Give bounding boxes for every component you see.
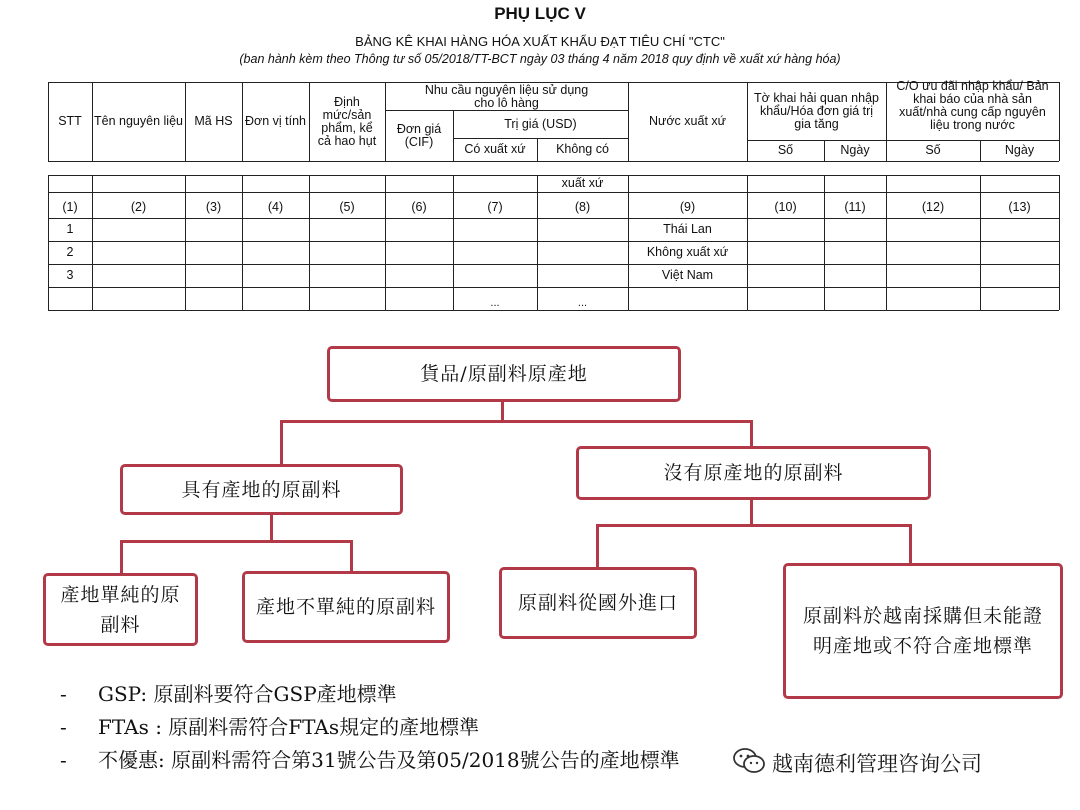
header-unit-price: Đơn giá (CIF)	[396, 121, 442, 149]
diagram-root-box: 貨品/原副料原產地	[327, 346, 681, 402]
col-number: (6)	[411, 199, 427, 214]
row-origin-country: Không xuất xứ	[646, 245, 729, 259]
bullet-dash: -	[60, 748, 67, 772]
col-number: (11)	[844, 199, 866, 214]
watermark	[732, 747, 982, 779]
diagram-with-origin-box: 具有產地的原副料	[120, 464, 403, 515]
wechat-icon	[732, 747, 766, 780]
col-number: (8)	[574, 199, 591, 214]
col-number: (7)	[487, 199, 503, 214]
row-stt: 1	[66, 222, 74, 236]
bullet-text: GSP: 原副料要符合GSP產地標準	[98, 682, 397, 706]
appendix-title: PHỤ LỤC V	[494, 4, 586, 23]
connector-line	[750, 420, 753, 448]
header-date-2: Ngày	[1004, 143, 1035, 157]
header-origin-no: Không có	[556, 142, 609, 156]
connector-line	[501, 400, 504, 422]
bullet-dash: -	[60, 715, 67, 739]
bullet-gsp	[60, 678, 397, 707]
watermark-text: 越南德利管理咨询公司	[772, 752, 982, 776]
connector-line	[270, 513, 273, 541]
col-number: (10)	[774, 199, 797, 214]
col-number: (9)	[679, 199, 696, 214]
header-value-usd: Trị giá (USD)	[504, 116, 577, 131]
connector-line	[350, 540, 353, 572]
header-material-name: Tên nguyên liệu	[94, 114, 183, 128]
connector-line	[909, 524, 912, 564]
header-origin-country: Nước xuất xứ	[648, 114, 727, 128]
connector-line	[750, 498, 753, 526]
connector-line	[280, 420, 283, 466]
bullet-non-preferential	[60, 744, 680, 773]
row-ellipsis: ...	[577, 296, 588, 309]
header-origin-no-continued: xuất xứ	[561, 176, 604, 190]
diagram-without-origin-box: 沒有原產地的原副料	[576, 446, 931, 500]
connector-line	[596, 524, 599, 568]
diagram-local-purchase-box: 原副料於越南採購但未能證明產地或不符合產地標準	[783, 563, 1063, 699]
row-stt: 3	[66, 268, 74, 282]
bullet-text: 不優惠: 原副料需符合第31號公告及第05/2018號公告的產地標準	[98, 748, 680, 772]
connector-line	[120, 540, 353, 543]
diagram-mixed-origin-box: 產地不單純的原副料	[242, 571, 450, 643]
row-ellipsis: ...	[490, 296, 500, 309]
header-norm: Định mức/sản phẩm, kể cả hao hụt	[317, 94, 377, 148]
header-unit: Đơn vị tính	[245, 114, 306, 128]
col-number: (2)	[130, 199, 147, 214]
row-stt: 2	[66, 245, 74, 259]
bullet-dash: -	[60, 682, 67, 706]
col-number: (4)	[267, 199, 284, 214]
header-origin-yes: Có xuất xứ	[464, 142, 526, 156]
col-number: (12)	[921, 199, 945, 214]
table-note: (ban hành kèm theo Thông tư số 05/2018/TT-BCT ngày 03 tháng 4 năm 2018 quy định về xuất xứ hàng hóa)	[239, 52, 841, 66]
header-hs-code: Mã HS	[194, 114, 233, 128]
row-origin-country: Thái Lan	[663, 222, 712, 236]
header-material-need: Nhu cầu nguyên liệu sử dụng cho lô hàng	[424, 83, 589, 110]
header-customs-declaration: Tờ khai hải quan nhập khẩu/Hóa đơn giá trị gia tăng	[754, 90, 879, 131]
header-co-certificate: C/O ưu đãi nhập khẩu/ Bản khai báo của nhà sản xuất/nhà cung cấp nguyên liệu trong nước	[896, 79, 1049, 132]
connector-line	[280, 420, 753, 423]
header-date-1: Ngày	[840, 143, 870, 157]
header-stt: STT	[58, 114, 82, 128]
row-origin-country: Việt Nam	[661, 268, 714, 282]
col-number: (13)	[1008, 199, 1031, 214]
col-number: (3)	[205, 199, 222, 214]
table-subtitle: BẢNG KÊ KHAI HÀNG HÓA XUẤT KHẨU ĐẠT TIÊU CHÍ "CTC"	[355, 34, 725, 49]
col-number: (5)	[339, 199, 355, 214]
header-number-1: Số	[777, 143, 794, 157]
diagram-imported-box: 原副料從國外進口	[499, 567, 697, 639]
connector-line	[120, 540, 123, 574]
col-number: (1)	[62, 199, 78, 214]
bullet-text: FTAs : 原副料需符合FTAs規定的產地標準	[98, 715, 480, 739]
diagram-pure-origin-box: 產地單純的原副料	[43, 573, 198, 646]
header-number-2: Số	[925, 143, 941, 157]
bullet-ftas	[60, 711, 479, 740]
connector-line	[596, 524, 912, 527]
